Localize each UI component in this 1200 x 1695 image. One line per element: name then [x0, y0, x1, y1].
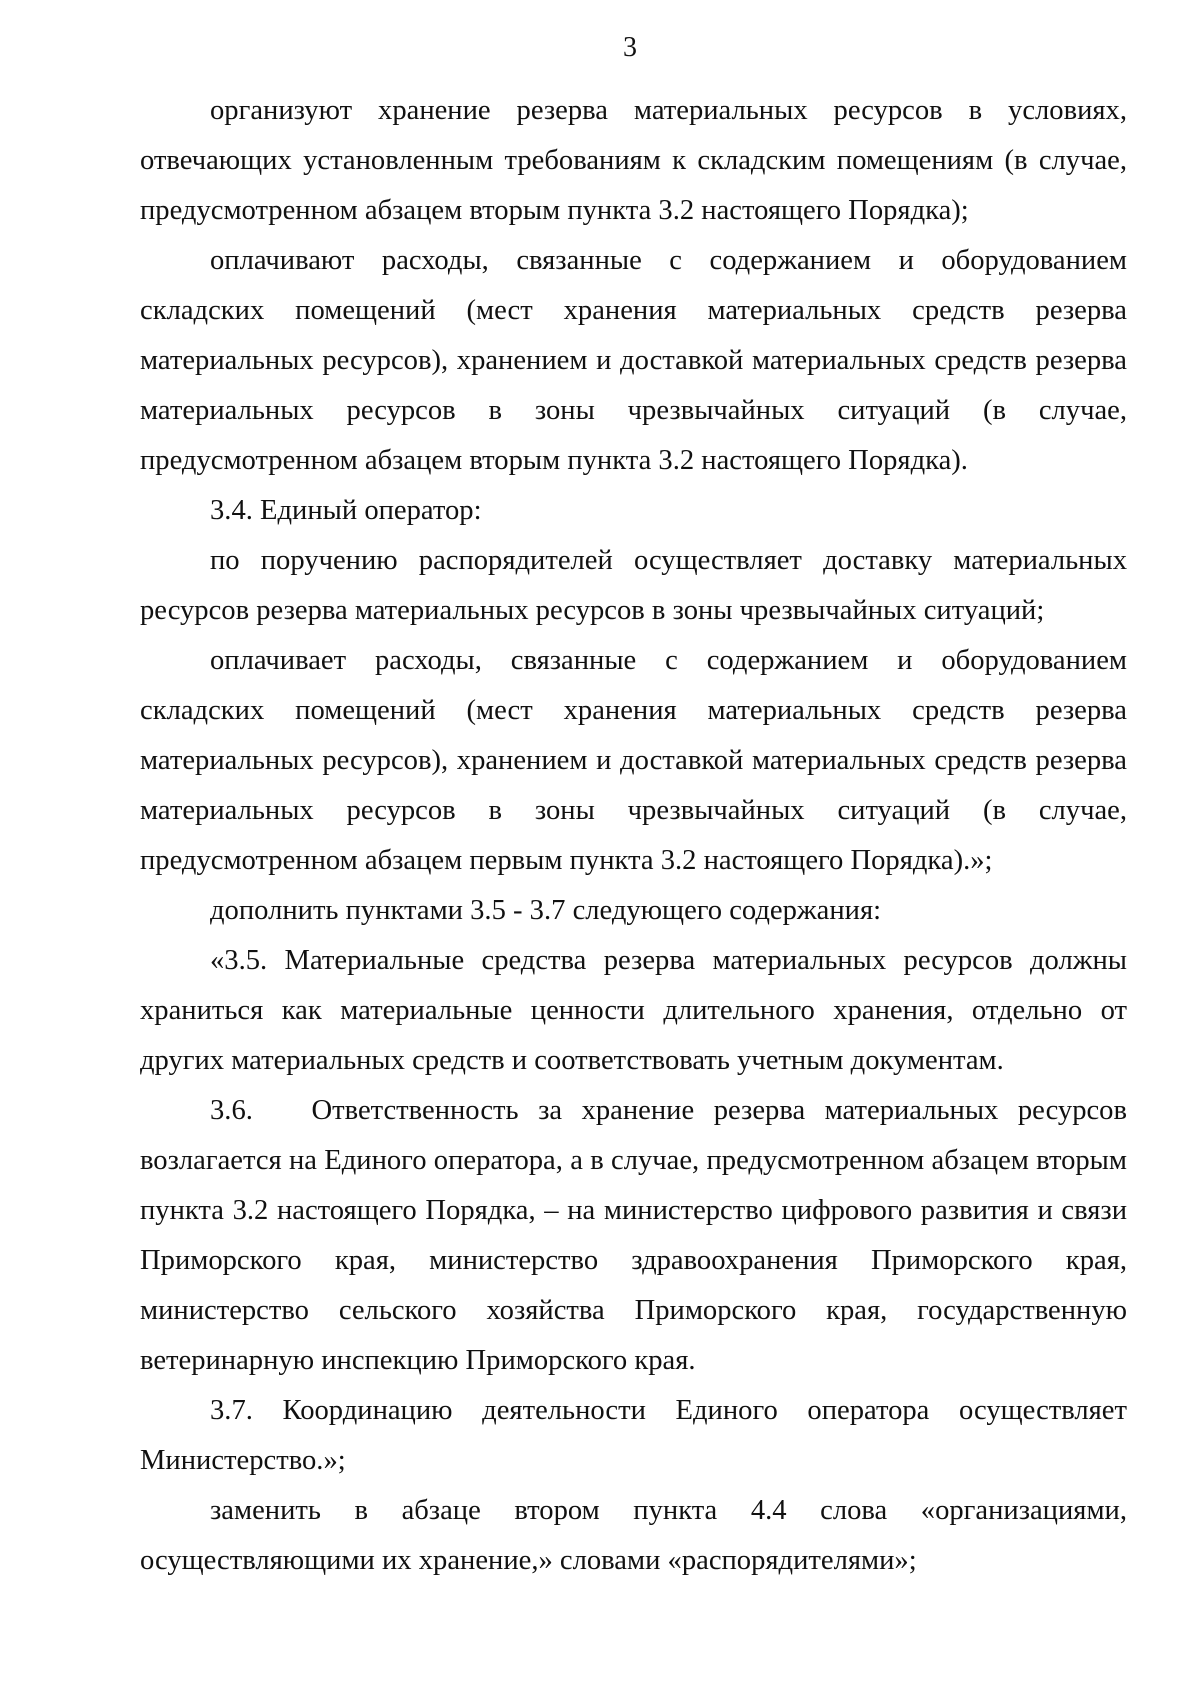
paragraph-delivery: по поручению распорядителей осуществляет доставку материальных ресурсов резерва материальных ресурсов в зоны чрезвычайных ситуаций;: [140, 545, 1127, 626]
paragraph-storage-conditions: организуют хранение резерва материальных ресурсов в условиях, отвечающих установленным требованиям к складским помещениям (в случае, предусмотренном абзацем вторым пункта 3.2 настоящего Порядка);: [140, 95, 1127, 226]
paragraph-expenses-distributors: оплачивают расходы, связанные с содержанием и оборудованием складских помещений (мест хранения материальных средств резерва материальных ресурсов), хранением и доставкой материальных средств резерва материальных ресурсов в зоны чрезвычайных ситуаций (в случае, предусмотренном абзацем вторым пункта 3.2 настоящего Порядка).: [140, 245, 1127, 476]
paragraph-3-7: 3.7. Координацию деятельности Единого оператора осуществляет Министерство.»;: [140, 1395, 1127, 1476]
paragraph-3-5: «3.5. Материальные средства резерва материальных ресурсов должны храниться как материальные ценности длительного хранения, отдельно от других материальных средств и соответствовать учетным документам.: [140, 945, 1127, 1076]
paragraph-3-4-heading: 3.4. Единый оператор:: [210, 495, 482, 526]
page-number: 3: [623, 32, 637, 63]
paragraph-replace-instruction: заменить в абзаце втором пункта 4.4 слова «организациями, осуществляющими их хранение,» словами «распорядителями»;: [140, 1495, 1127, 1576]
paragraph-expenses-operator: оплачивает расходы, связанные с содержанием и оборудованием складских помещений (мест хранения материальных средств резерва материальных ресурсов), хранением и доставкой материальных средств резерва материальных ресурсов в зоны чрезвычайных ситуаций (в случае, предусмотренном абзацем первым пункта 3.2 настоящего Порядка).»;: [140, 645, 1127, 876]
paragraph-3-6: 3.6. Ответственность за хранение резерва материальных ресурсов возлагается на Единого оператора, а в случае, предусмотренном абзацем вторым пункта 3.2 настоящего Порядка, – на министерство цифрового развития и связи Приморского края, министерство здравоохранения Приморского края, министерство сельского хозяйства Приморского края, государственную ветеринарную инспекцию Приморского края.: [140, 1095, 1135, 1376]
paragraph-supplement-instruction: дополнить пунктами 3.5 - 3.7 следующего содержания:: [210, 895, 882, 926]
document-body: [140, 86, 1135, 1586]
